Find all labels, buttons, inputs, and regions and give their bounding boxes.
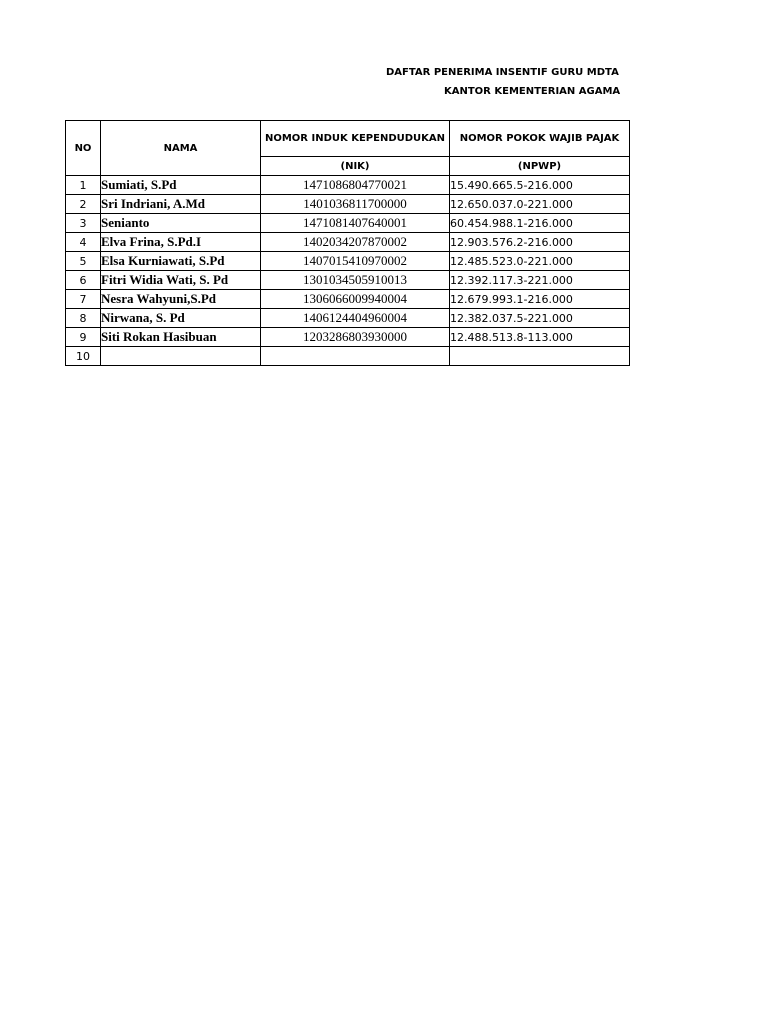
cell-nik[interactable]: 1471086804770021 [261, 176, 450, 195]
cell-nik[interactable]: 1407015410970002 [261, 252, 450, 271]
cell-nama[interactable] [101, 347, 261, 366]
cell-nama[interactable]: Nesra Wahyuni,S.Pd [101, 290, 261, 309]
cell-no[interactable]: 8 [66, 309, 101, 328]
table-row [66, 271, 630, 290]
cell-nama[interactable]: Nirwana, S. Pd [101, 309, 261, 328]
cell-nik[interactable]: 1406124404960004 [261, 309, 450, 328]
table-row [66, 214, 630, 233]
document-subtitle: KANTOR KEMENTERIAN AGAMA [444, 86, 621, 97]
cell-nama[interactable]: Senianto [101, 214, 261, 233]
cell-no[interactable]: 6 [66, 271, 101, 290]
cell-nama[interactable]: Elsa Kurniawati, S.Pd [101, 252, 261, 271]
cell-npwp[interactable]: 60.454.988.1-216.000 [450, 214, 630, 233]
document-title: DAFTAR PENERIMA INSENTIF GURU MDTA [386, 67, 619, 78]
cell-npwp[interactable]: 12.488.513.8-113.000 [450, 328, 630, 347]
cell-npwp[interactable]: 12.650.037.0-221.000 [450, 195, 630, 214]
cell-nama[interactable]: Siti Rokan Hasibuan [101, 328, 261, 347]
table-row [66, 252, 630, 271]
cell-nik[interactable]: 1401036811700000 [261, 195, 450, 214]
cell-nama[interactable]: Sri Indriani, A.Md [101, 195, 261, 214]
table-row [66, 290, 630, 309]
cell-npwp[interactable]: 12.382.037.5-221.000 [450, 309, 630, 328]
cell-npwp[interactable]: 12.392.117.3-221.000 [450, 271, 630, 290]
header-no[interactable]: NO [66, 121, 101, 176]
cell-nama[interactable]: Fitri Widia Wati, S. Pd [101, 271, 261, 290]
cell-no[interactable]: 9 [66, 328, 101, 347]
table-row [66, 309, 630, 328]
cell-nik[interactable]: 1301034505910013 [261, 271, 450, 290]
header-row [66, 121, 630, 157]
cell-nik[interactable] [261, 347, 450, 366]
cell-no[interactable]: 5 [66, 252, 101, 271]
table-row [66, 176, 630, 195]
cell-no[interactable]: 3 [66, 214, 101, 233]
cell-no[interactable]: 4 [66, 233, 101, 252]
header-npwp[interactable]: NOMOR POKOK WAJIB PAJAK [450, 121, 630, 157]
table-row [66, 347, 630, 366]
cell-npwp[interactable]: 12.485.523.0-221.000 [450, 252, 630, 271]
cell-nik[interactable]: 1471081407640001 [261, 214, 450, 233]
cell-npwp[interactable]: 15.490.665.5-216.000 [450, 176, 630, 195]
cell-npwp[interactable]: 12.679.993.1-216.000 [450, 290, 630, 309]
cell-no[interactable]: 7 [66, 290, 101, 309]
recipient-table [65, 120, 630, 366]
table-row [66, 195, 630, 214]
header-nama[interactable]: NAMA [101, 121, 261, 176]
header-npwp-sub[interactable]: (NPWP) [450, 157, 630, 176]
header-nik[interactable]: NOMOR INDUK KEPENDUDUKAN [261, 121, 450, 157]
cell-npwp[interactable] [450, 347, 630, 366]
cell-nik[interactable]: 1203286803930000 [261, 328, 450, 347]
cell-nik[interactable]: 1306066009940004 [261, 290, 450, 309]
table-row [66, 233, 630, 252]
cell-no[interactable]: 10 [66, 347, 101, 366]
cell-no[interactable]: 1 [66, 176, 101, 195]
cell-npwp[interactable]: 12.903.576.2-216.000 [450, 233, 630, 252]
cell-nama[interactable]: Sumiati, S.Pd [101, 176, 261, 195]
cell-nama[interactable]: Elva Frina, S.Pd.I [101, 233, 261, 252]
header-nik-sub[interactable]: (NIK) [261, 157, 450, 176]
cell-no[interactable]: 2 [66, 195, 101, 214]
cell-nik[interactable]: 1402034207870002 [261, 233, 450, 252]
table-row [66, 328, 630, 347]
